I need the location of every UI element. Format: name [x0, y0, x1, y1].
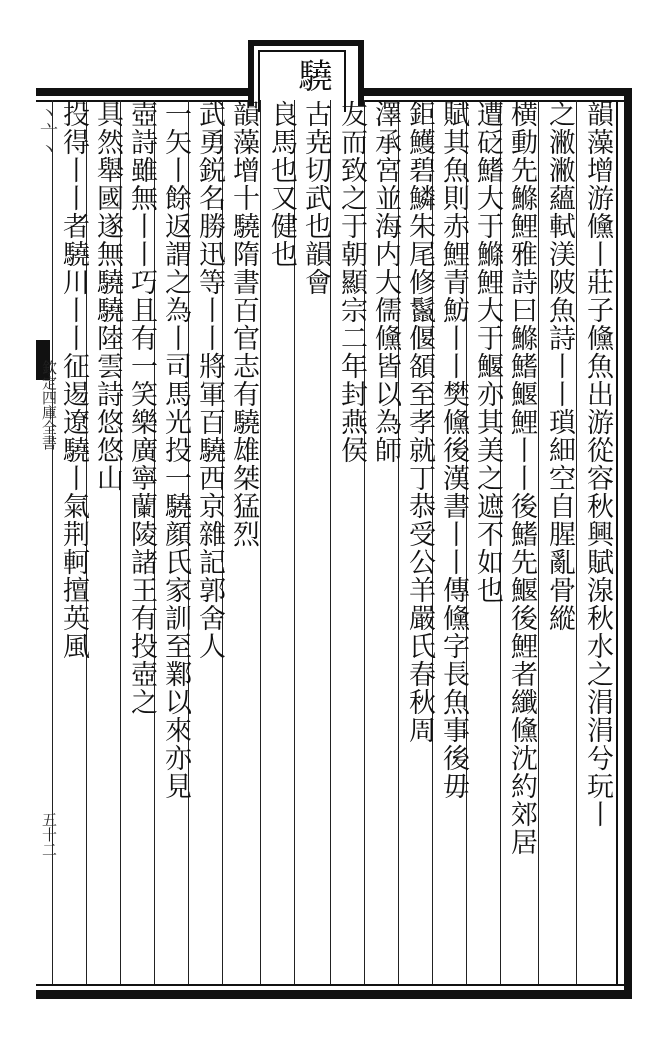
column-text: 横動先鰷鯉雅詩曰鰷鰭鰋鯉丨丨後鰭先鰋後鯉者纖儵沈約郊居 [506, 100, 537, 856]
text-column-1 [576, 100, 613, 984]
column-text: 投得丨丨者驍川丨丨征逷遼驍丨氣荆軻擅英風 [58, 100, 89, 660]
frame-bottom-border [36, 990, 632, 999]
text-column-10 [260, 100, 297, 984]
column-text: 壺詩雖無丨丨巧且有一笑樂廣寧蘭陵諸王有投壺之 [126, 100, 157, 716]
column-text: 具然舉國遂無驍驍陸雲詩悠悠山 [92, 100, 123, 492]
frame-right-inner-border [616, 100, 618, 986]
heading-character: 驍 [292, 58, 332, 92]
column-text: 澤承宮並海内大儒儵皆以為師 [370, 100, 401, 464]
column-text: 賦其魚則赤鯉青魴丨丨樊儵後漢書丨丨傳儵字長魚事後毋 [438, 100, 469, 800]
facing-page-fragment: 丶亠丶 [37, 104, 58, 158]
column-text: 友而致之于朝顯宗二年封燕侯 [336, 100, 367, 464]
column-text: 良馬也又健也 [266, 100, 297, 268]
column-text: 武勇鋭名勝迅等丨丨將軍百驍西京雜記郭舍人 [194, 100, 225, 660]
column-text: 遭砭鰭大于鰷鯉大于鰋亦其美之遮不如也 [472, 100, 503, 604]
frame-right-border [624, 88, 632, 999]
column-text: 韻藻增十驍隋書百官志有驍雄桀猛烈 [228, 100, 259, 548]
frame-bottom-inner-border [36, 984, 632, 986]
column-text: 鉅鱯碧鱗朱尾修鬣偃頟至孝就丁恭受公羊嚴氏春秋周 [404, 100, 435, 744]
column-text: 古尭切武也韻會 [300, 100, 331, 296]
column-text: 之潎潎蘊軾渼陂魚詩丨丨瑣細空自腥亂骨縱 [544, 100, 575, 632]
page-number: 五十二 [40, 812, 58, 857]
column-text: 韻藻增游儵丨莊子儵魚出游從容秋興賦湶秋水之涓涓兮玩丨 [582, 100, 613, 828]
margin-note: 欽定四庫全書 [40, 360, 58, 450]
column-text: 一矢丨餘返謂之為丨司馬光投一驍顔氏家訓至鄴以來亦見 [160, 100, 191, 800]
text-column-2 [538, 100, 575, 984]
